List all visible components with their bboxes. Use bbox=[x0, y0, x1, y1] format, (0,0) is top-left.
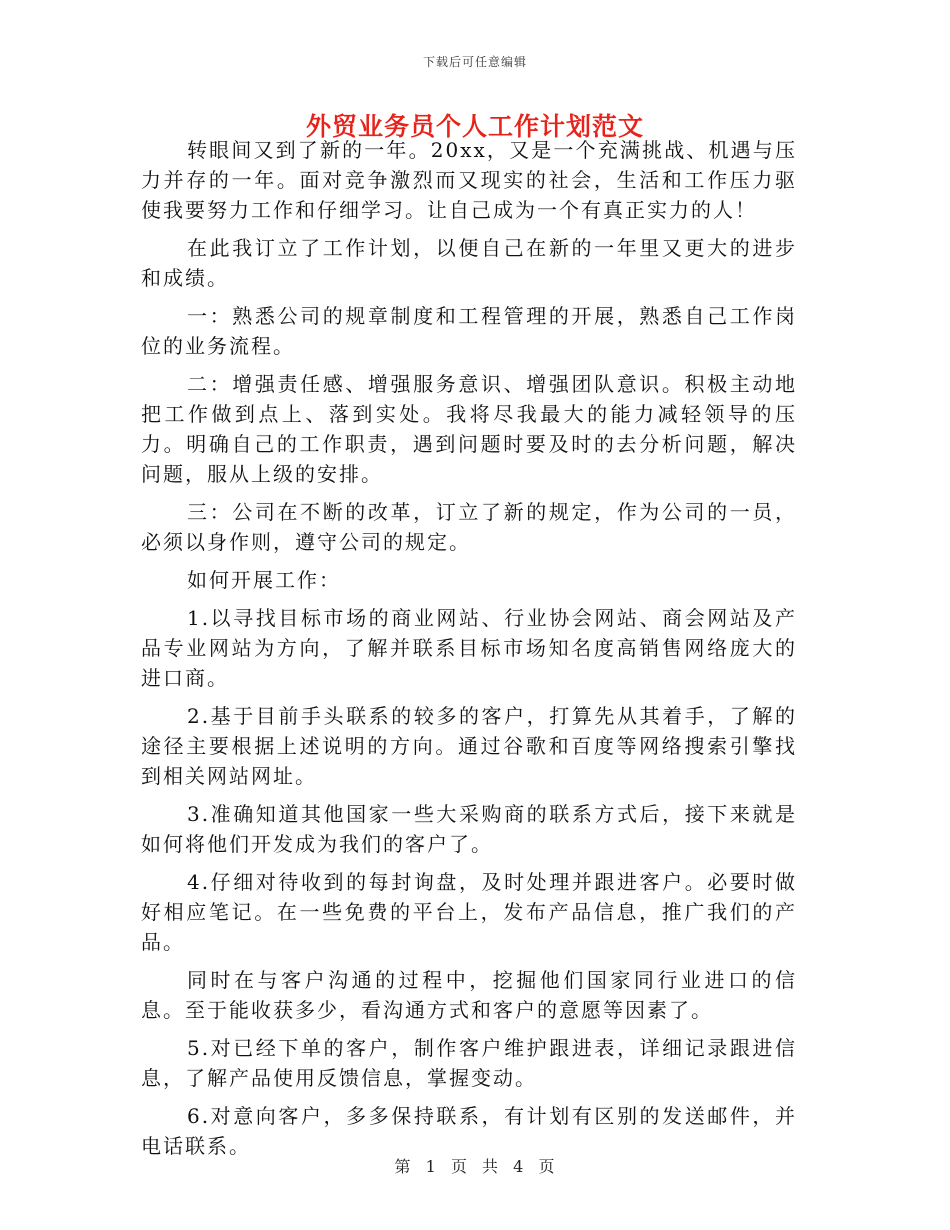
paragraph-item-1: 1.以寻找目标市场的商业网站、行业协会网站、商会网站及产品专业网站为方向，了解并联系目标市场知名度高销售网络庞大的进口商。 bbox=[141, 606, 797, 690]
footer-total-pages: 4 bbox=[513, 1157, 525, 1176]
footer-label-total-unit: 页 bbox=[538, 1157, 556, 1176]
paragraph-item-5: 5.对已经下单的客户，制作客户维护跟进表，详细记录跟进信息，了解产品使用反馈信息，掌握变动。 bbox=[141, 1036, 797, 1090]
footer-current-page: 1 bbox=[425, 1157, 437, 1176]
paragraph-plan-purpose: 在此我订立了工作计划，以便自己在新的一年里又更大的进步和成绩。 bbox=[141, 236, 797, 290]
paragraph-how-to-work-heading: 如何开展工作： bbox=[187, 568, 341, 592]
footer-label-page-unit: 页 bbox=[450, 1157, 468, 1176]
header-note: 下载后可任意编辑 bbox=[422, 55, 527, 69]
document-body bbox=[141, 135, 797, 1169]
page-footer bbox=[0, 1154, 950, 1177]
paragraph-item-4-continued: 同时在与客户沟通的过程中，挖掘他们国家同行业进口的信息。至于能收获多少，看沟通方式和客户的意愿等因素了。 bbox=[141, 968, 797, 1022]
paragraph-point-two: 二：增强责任感、增强服务意识、增强团队意识。积极主动地把工作做到点上、落到实处。我将尽我最大的能力减轻领导的压力。明确自己的工作职责，遇到问题时要及时的去分析问题，解决问题，服从上级的安排。 bbox=[141, 372, 797, 486]
paragraph-item-2: 2.基于目前手头联系的较多的客户，打算先从其着手，了解的途径主要根据上述说明的方向。通过谷歌和百度等网络搜索引擎找到相关网站网址。 bbox=[141, 704, 797, 788]
paragraph-point-three: 三：公司在不断的改革，订立了新的规定，作为公司的一员，必须以身作则，遵守公司的规定。 bbox=[141, 500, 797, 554]
paragraph-item-6: 6.对意向客户，多多保持联系，有计划有区别的发送邮件，并电话联系。 bbox=[141, 1104, 797, 1158]
paragraph-intro: 转眼间又到了新的一年。20xx，又是一个充满挑战、机遇与压力并存的一年。面对竞争激烈而又现实的社会，生活和工作压力驱使我要努力工作和仔细学习。让自己成为一个有真正实力的人！ bbox=[141, 138, 797, 222]
footer-label-total: 共 bbox=[482, 1157, 500, 1176]
paragraph-item-3: 3.准确知道其他国家一些大采购商的联系方式后，接下来就是如何将他们开发成为我们的客户了。 bbox=[141, 802, 797, 856]
footer-label-page: 第 bbox=[394, 1157, 412, 1176]
paragraph-item-4: 4.仔细对待收到的每封询盘，及时处理并跟进客户。必要时做好相应笔记。在一些免费的平台上，发布产品信息，推广我们的产品。 bbox=[141, 870, 797, 954]
document-title: 外贸业务员个人工作计划范文 bbox=[305, 112, 644, 141]
paragraph-point-one: 一：熟悉公司的规章制度和工程管理的开展，熟悉自己工作岗位的业务流程。 bbox=[141, 304, 797, 358]
